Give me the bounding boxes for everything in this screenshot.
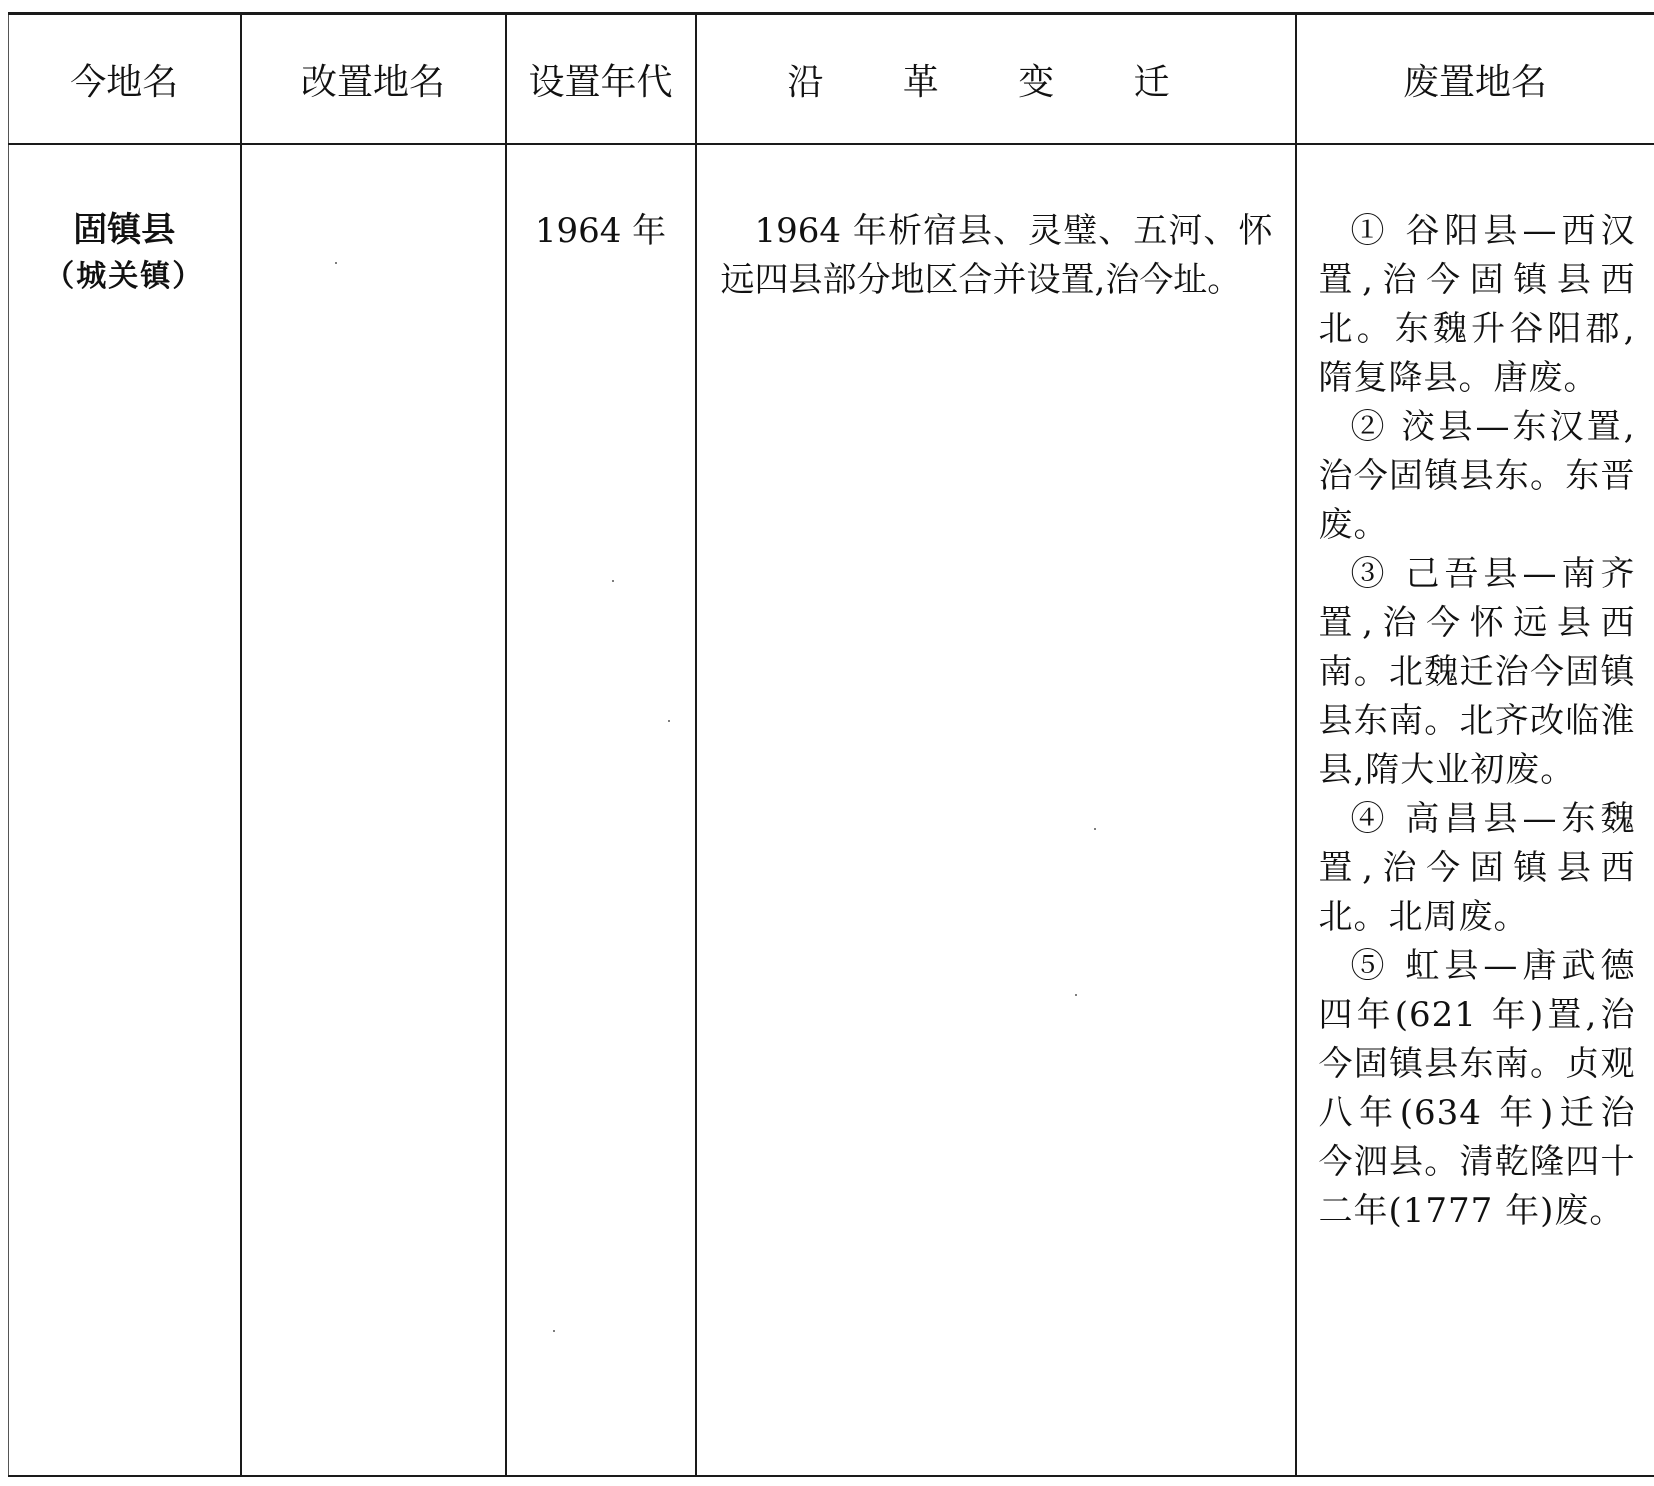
scan-speck <box>1094 828 1096 830</box>
scan-speck <box>612 580 614 582</box>
scan-speck <box>1075 994 1077 996</box>
scan-speck <box>668 720 670 722</box>
table-row <box>9 144 1654 1476</box>
current-place-seat: （城关镇） <box>44 259 205 294</box>
header-renamed-name: 改置地名 <box>241 14 506 145</box>
header-abolished-names: 废置地名 <box>1296 14 1654 145</box>
scan-speck <box>335 262 337 264</box>
current-place-name: 固镇县 <box>73 210 176 250</box>
abolished-entry: ⑤ 虹县—唐武德四年(621 年)置,治今固镇县东南。贞观八年(634 年)迁治今泗县。清乾隆四十二年(1777 年)废。 <box>1318 946 1636 1231</box>
abolished-entry: ① 谷阳县—西汉置,治今固镇县西北。东魏升谷阳郡,隋复降县。唐废。 <box>1318 211 1636 398</box>
place-name-table <box>8 12 1654 1477</box>
header-history: 沿 革 变 迁 <box>696 14 1296 145</box>
abolished-entry: ③ 己吾县—南齐置,治今怀远县西南。北魏迁治今固镇县东南。北齐改临淮县,隋大业初废。 <box>1318 554 1636 790</box>
header-established-era: 设置年代 <box>506 14 696 145</box>
abolished-entry: ② 洨县—东汉置,治今固镇县东。东晋废。 <box>1318 407 1636 545</box>
history-text: 1964 年析宿县、灵璧、五河、怀远四县部分地区合并设置,治今址。 <box>720 211 1273 300</box>
table-header-row <box>9 14 1654 145</box>
cell-renamed-name <box>241 144 506 1476</box>
cell-established-era: 1964 年 <box>506 144 696 1476</box>
cell-current-name <box>9 144 241 1476</box>
scan-speck <box>553 1330 555 1332</box>
cell-history <box>696 144 1296 1476</box>
abolished-entry: ④ 高昌县—东魏置,治今固镇县西北。北周废。 <box>1318 799 1636 937</box>
header-current-name: 今地名 <box>9 14 241 145</box>
cell-abolished-names <box>1296 144 1654 1476</box>
